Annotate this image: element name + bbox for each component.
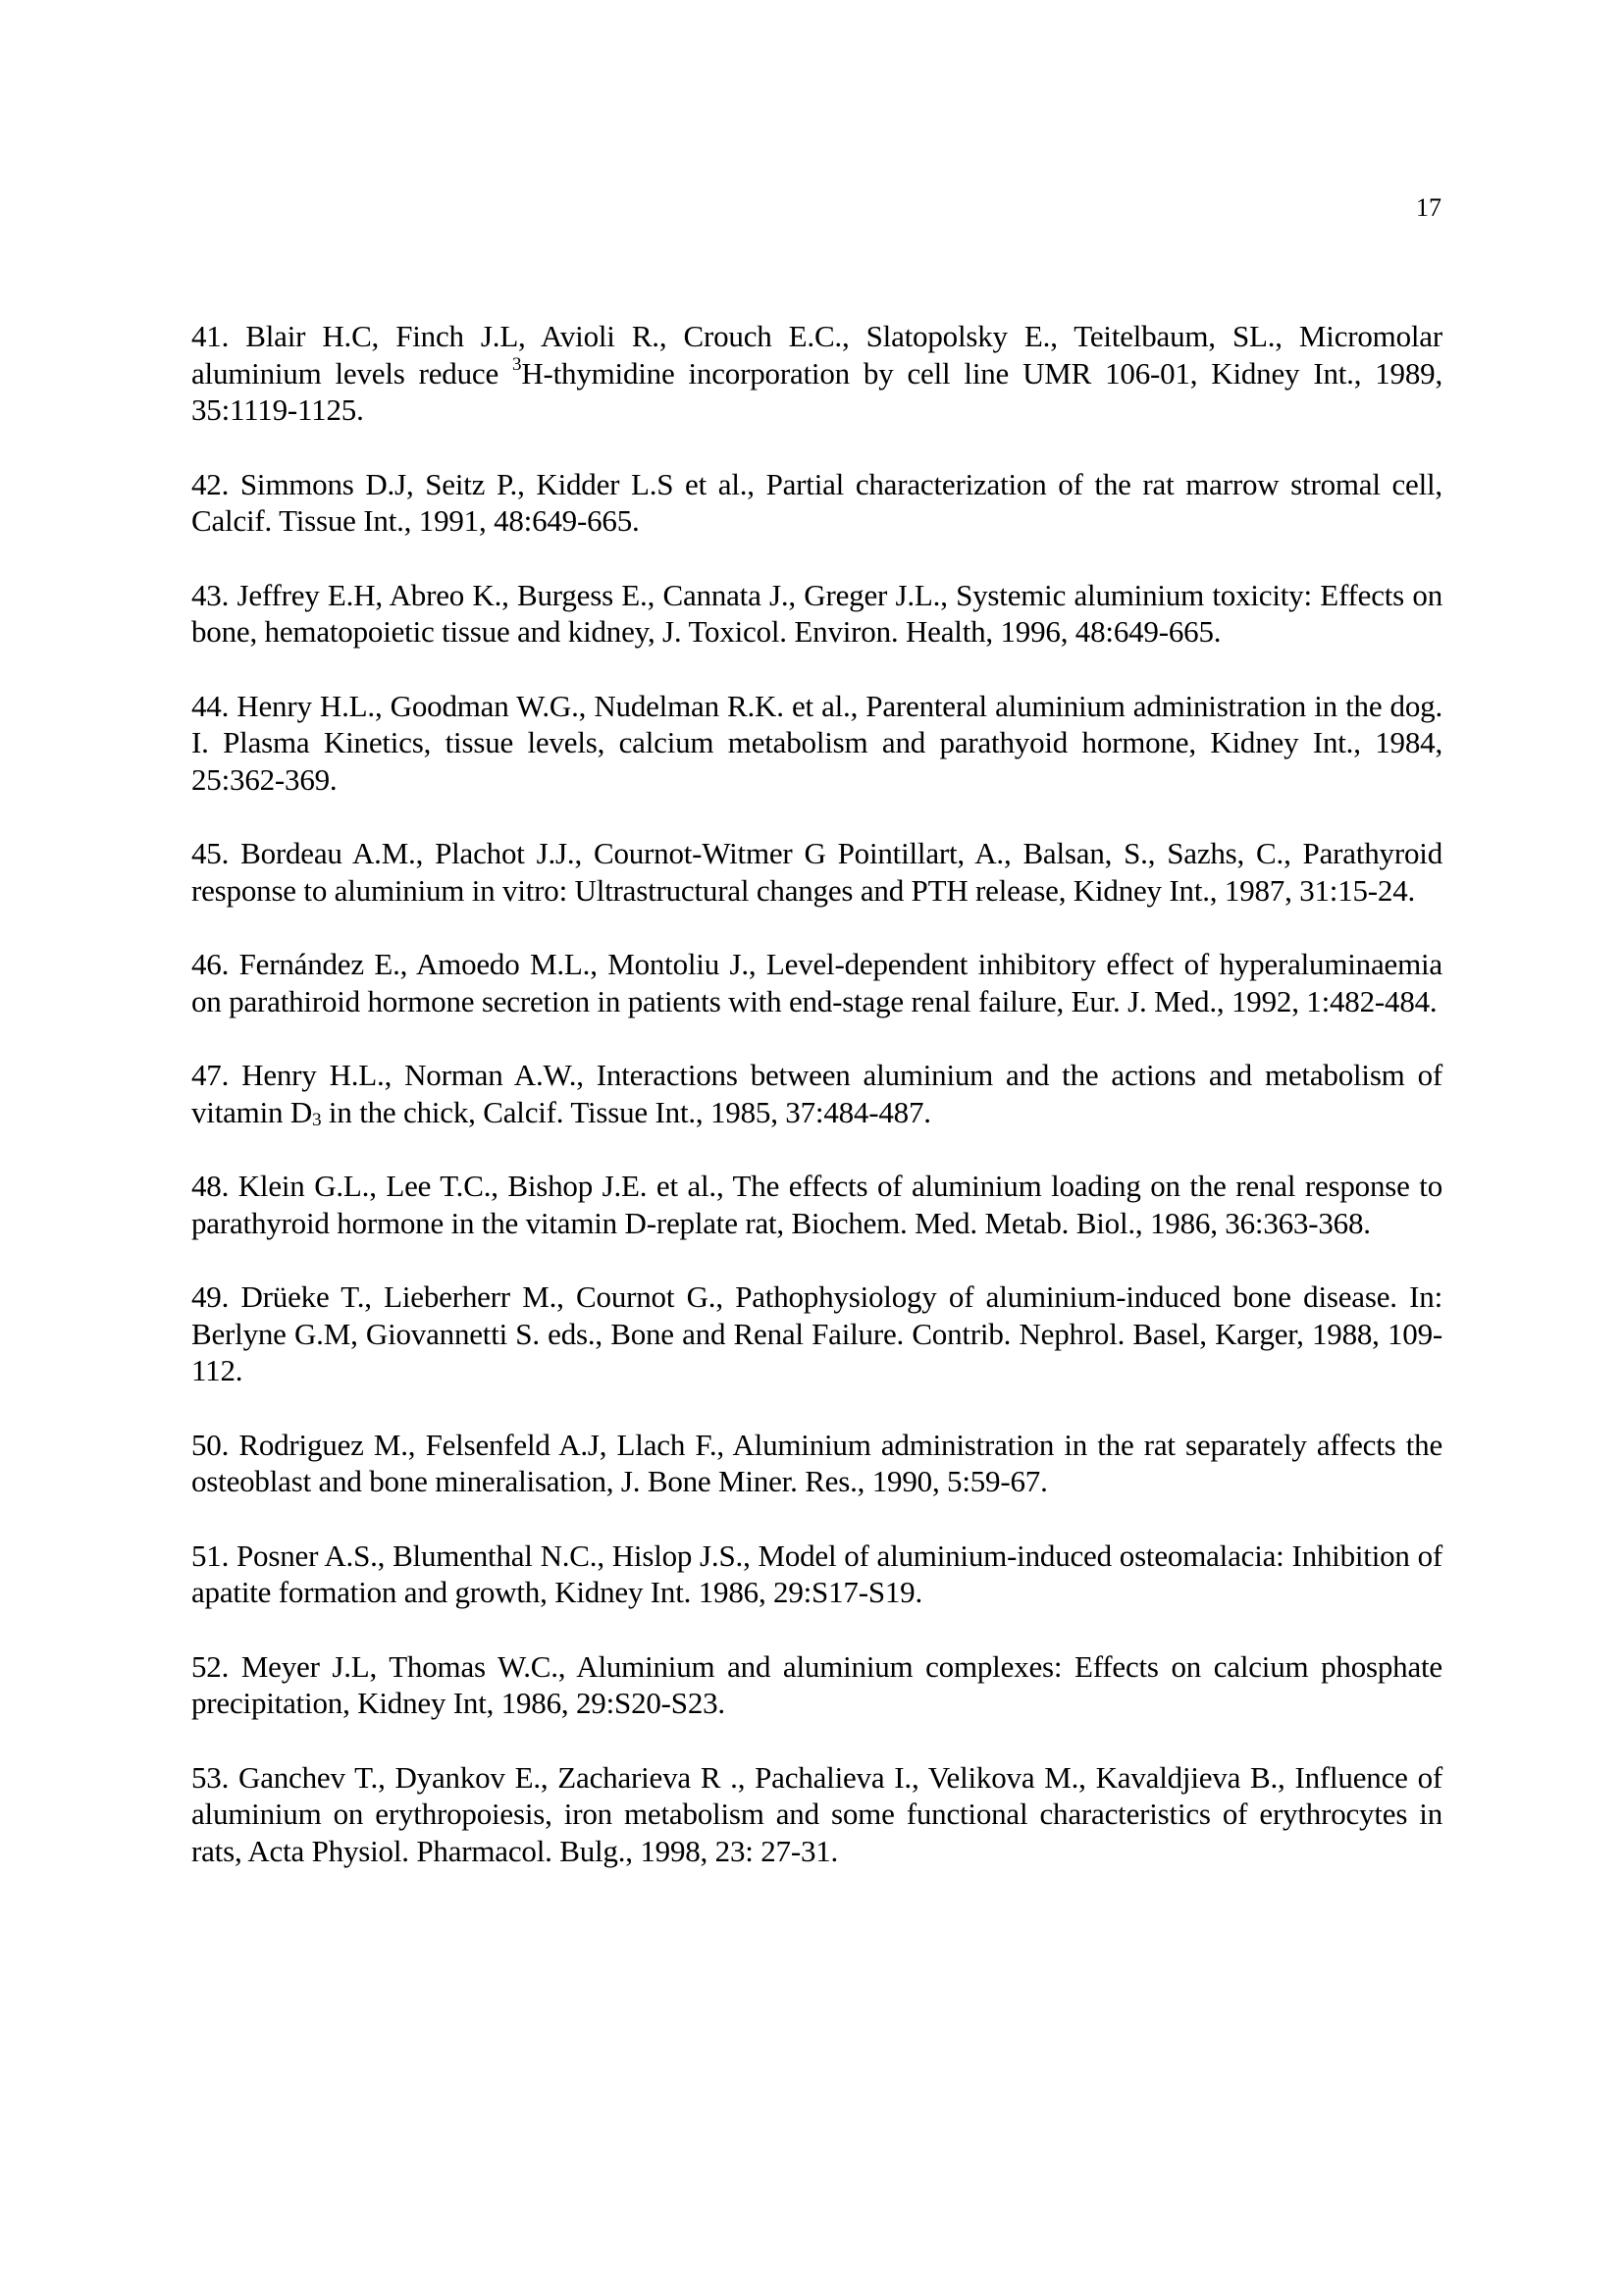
- reference-53-text: 53. Ganchev T., Dyankov E., Zacharieva R ., Pachalieva I., Velikova M., Kavaldjieva B., Influence of aluminium on erythropoiesis, iron metabolism and some functional characteristics of erythrocytes in rats, Acta Physiol. Pharmacol. Bulg., 1998, 23: 27-31.: [191, 1759, 1442, 1868]
- superscript-3: 3: [512, 353, 522, 375]
- reference-52-text: 52. Meyer J.L, Thomas W.C., Aluminium and aluminium complexes: Effects on calcium phosphate precipitation, Kidney Int, 1986, 29:S20-S23.: [191, 1648, 1442, 1720]
- reference-48-text: 48. Klein G.L., Lee T.C., Bishop J.E. et al., The effects of aluminium loading on the renal response to parathyroid hormone in the vitamin D-replate rat, Biochem. Med. Metab. Biol., 1986, 36:363-368.: [191, 1169, 1442, 1240]
- reference-45: [191, 835, 1442, 909]
- reference-44-text: 44. Henry H.L., Goodman W.G., Nudelman R.K. et al., Parenteral aluminium administration in the dog. I. Plasma Kinetics, tissue levels, calcium metabolism and parathyoid hormone, Kidney Int., 1984, 25:362-369.: [191, 688, 1442, 797]
- reference-49-text: 49. Drüeke T., Lieberherr M., Cournot G., Pathophysiology of aluminium-induced bone disease. In: Berlyne G.M, Giovannetti S. eds., Bone and Renal Failure. Contrib. Nephrol. Basel, Karger, 1988, 109-112.: [191, 1279, 1442, 1387]
- reference-41-text-cont: H-thymidine incorporation by cell line UMR 106-01, Kidney Int., 1989, 35:1119-1125.: [191, 355, 1442, 427]
- page-number: 17: [1416, 193, 1441, 222]
- reference-41: [191, 318, 1442, 429]
- reference-52: [191, 1648, 1442, 1722]
- subscript-3: 3: [312, 1109, 322, 1130]
- reference-47: [191, 1057, 1442, 1130]
- reference-42: [191, 466, 1442, 540]
- reference-list: [191, 318, 1442, 1906]
- reference-47-text-cont: in the chick, Calcif. Tissue Int., 1985, 37:484-487.: [321, 1094, 931, 1129]
- reference-48: [191, 1168, 1442, 1241]
- reference-49: [191, 1278, 1442, 1389]
- reference-46: [191, 946, 1442, 1019]
- reference-51: [191, 1538, 1442, 1611]
- reference-42-text: 42. Simmons D.J, Seitz P., Kidder L.S et al., Partial characterization of the rat marrow stromal cell, Calcif. Tissue Int., 1991, 48:649-665.: [191, 466, 1442, 538]
- reference-43-text: 43. Jeffrey E.H, Abreo K., Burgess E., Cannata J., Greger J.L., Systemic aluminium toxicity: Effects on bone, hematopoietic tissue and kidney, J. Toxicol. Environ. Health, 1996, 48:649-665.: [191, 577, 1442, 649]
- reference-47-text: 47. Henry H.L., Norman A.W., Interactions between aluminium and the actions and metabolism of vitamin D: [191, 1058, 1442, 1129]
- reference-45-text: 45. Bordeau A.M., Plachot J.J., Cournot-Witmer G Pointillart, A., Balsan, S., Sazhs, C., Parathyroid response to aluminium in vitro: Ultrastructural changes and PTH release, Kidney Int., 1987, 31:15-24.: [191, 836, 1442, 908]
- reference-51-text: 51. Posner A.S., Blumenthal N.C., Hislop J.S., Model of aluminium-induced osteomalacia: Inhibition of apatite formation and growth, Kidney Int. 1986, 29:S17-S19.: [191, 1538, 1442, 1609]
- reference-53: [191, 1759, 1442, 1870]
- reference-44: [191, 688, 1442, 799]
- reference-50: [191, 1427, 1442, 1500]
- reference-50-text: 50. Rodriguez M., Felsenfeld A.J, Llach F., Aluminium administration in the rat separately affects the osteoblast and bone mineralisation, J. Bone Miner. Res., 1990, 5:59-67.: [191, 1427, 1442, 1498]
- reference-46-text: 46. Fernández E., Amoedo M.L., Montoliu J., Level-dependent inhibitory effect of hyperaluminaemia on parathiroid hormone secretion in patients with end-stage renal failure, Eur. J. Med., 1992, 1:482-484.: [191, 947, 1442, 1018]
- reference-41-text: 41. Blair H.C, Finch J.L, Avioli R., Crouch E.C., Slatopolsky E., Teitelbaum, SL., Micromolar aluminium levels reduce: [191, 319, 1442, 391]
- reference-43: [191, 577, 1442, 651]
